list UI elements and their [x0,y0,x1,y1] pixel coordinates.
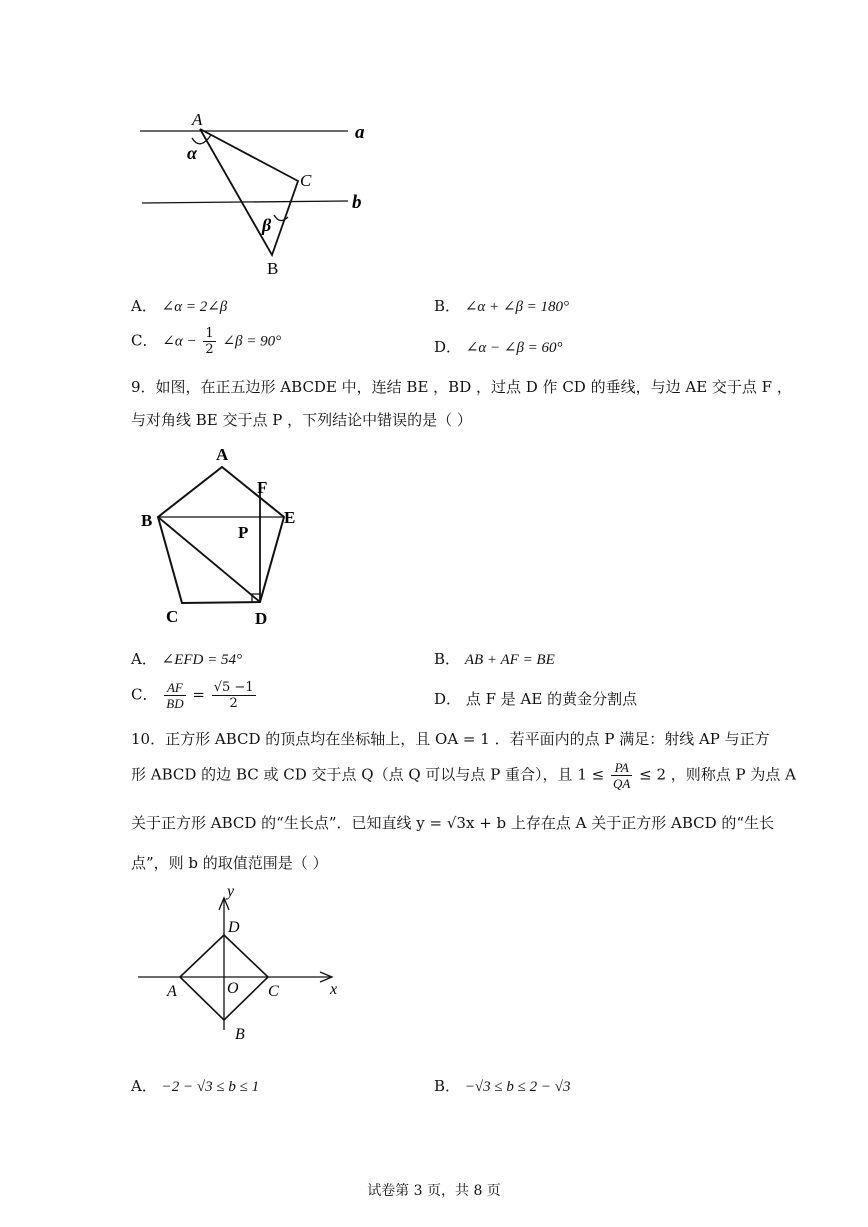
q8-option-c-numerator: 1 [205,326,214,341]
q9-option-a-label: A． [131,650,157,668]
q10-ratio-fraction [611,760,632,791]
angle-beta-label: β [262,215,272,235]
figure-pentagon [130,440,310,635]
pentagon-point-p: P [238,523,249,542]
q8-option-c-fraction [203,326,215,357]
q9-option-c-equals: = [192,685,205,704]
q10-ratio-denominator: QA [613,776,631,791]
q9-stem-line-2: 与对角线 BE 交于点 P ，下列结论中错误的是（ ） [131,411,472,429]
q8-option-c-pre: ∠α − [162,333,197,350]
pentagon-point-a: A [216,445,229,464]
pentagon-point-f: F [257,478,268,497]
figure-parallel-lines-triangle [130,105,380,285]
q8-option-c-post: ∠β = 90° [222,333,282,350]
q8-option-c [131,326,281,357]
pentagon-point-d: D [255,609,268,628]
q8-option-c-label: C． [131,331,158,350]
q9-option-b-label: B． [434,650,461,668]
q9-option-d [434,688,637,709]
angle-alpha-label: α [187,143,197,163]
q10-option-a-label: A． [131,1077,157,1095]
q9-option-c-left-numerator: AF [164,680,185,696]
point-a-label: A [192,110,203,129]
q9-option-c [131,680,258,711]
q9-option-c-right-denominator: 2 [229,696,238,711]
q8-option-b [434,295,569,316]
point-c-label: C [300,171,312,190]
pentagon-point-e: E [284,508,296,527]
q9-option-c-left-fraction [164,680,185,711]
q8-option-c-denominator: 2 [205,342,214,357]
figure-coordinate-square [130,880,360,1050]
page-footer: 试卷第 3 页，共 8 页 [367,1183,501,1199]
q10-option-b [434,1075,571,1096]
line-b-label: b [352,192,362,213]
q9-option-c-right-fraction [212,680,256,711]
square-point-d: D [228,919,240,936]
q9-option-c-left-denominator: BD [166,696,184,711]
square-point-a: A [167,983,177,1000]
axis-x-label: x [330,981,338,998]
q9-option-c-label: C． [131,685,158,704]
q8-option-a-label: A． [131,297,157,315]
q10-option-a-text: −2 − √3 ≤ b ≤ 1 [161,1079,260,1095]
axis-y-label: y [227,883,235,900]
q9-stem-line-1: 9．如图，在正五边形 ABCDE 中，连结 BE ，BD ，过点 D 作 CD 的垂线，与边 AE 交于点 F ， [131,378,792,396]
q9-option-a-text: ∠EFD = 54° [161,652,242,668]
point-b-label: B [267,259,279,278]
q9-option-b [434,648,555,669]
q9-option-d-text: 点 F 是 AE 的黄金分割点 [465,690,638,708]
q10-ratio-numerator: PA [611,760,632,776]
q8-option-b-text: ∠α + ∠β = 180° [464,299,570,315]
q10-stem-line-2-pre: 形 ABCD 的边 BC 或 CD 交于点 Q（点 Q 可以与点 P 重合），且 1 ≤ [131,765,605,784]
q8-option-a [131,295,227,316]
q8-option-a-text: ∠α = 2∠β [161,299,228,315]
pentagon-point-b: B [141,511,153,530]
q8-option-b-label: B． [434,297,461,315]
square-point-b: B [235,1026,245,1043]
q10-option-b-text: −√3 ≤ b ≤ 2 − √3 [464,1079,571,1095]
q9-option-a [131,648,242,669]
line-a-label: a [355,122,365,143]
q10-stem-line-2 [131,760,796,791]
q8-option-d-label: D． [434,338,462,356]
q10-stem-line-3: 关于正方形 ABCD 的“生长点”．已知直线 y = √3x + b 上存在点 A 关于正方形 ABCD 的“生长 [131,814,775,832]
q8-option-d-text: ∠α − ∠β = 60° [465,340,563,356]
q10-option-b-label: B． [434,1077,461,1095]
q8-option-d [434,336,563,357]
q9-option-c-right-numerator: √5 −1 [213,680,254,695]
q10-stem-line-4: 点”，则 b 的取值范围是（ ） [131,854,328,872]
square-point-o: O [227,980,239,997]
q10-stem-line-2-post: ≤ 2 ，则称点 P 为点 A [639,765,797,784]
q9-option-d-label: D． [434,690,462,708]
square-point-c: C [268,983,279,1000]
pentagon-point-c: C [166,607,179,626]
q10-option-a [131,1075,259,1096]
q9-option-b-text: AB + AF = BE [464,652,555,668]
q10-stem-line-1: 10．正方形 ABCD 的顶点均在坐标轴上，且 OA = 1 ．若平面内的点 P 满足：射线 AP 与正方 [131,730,770,748]
